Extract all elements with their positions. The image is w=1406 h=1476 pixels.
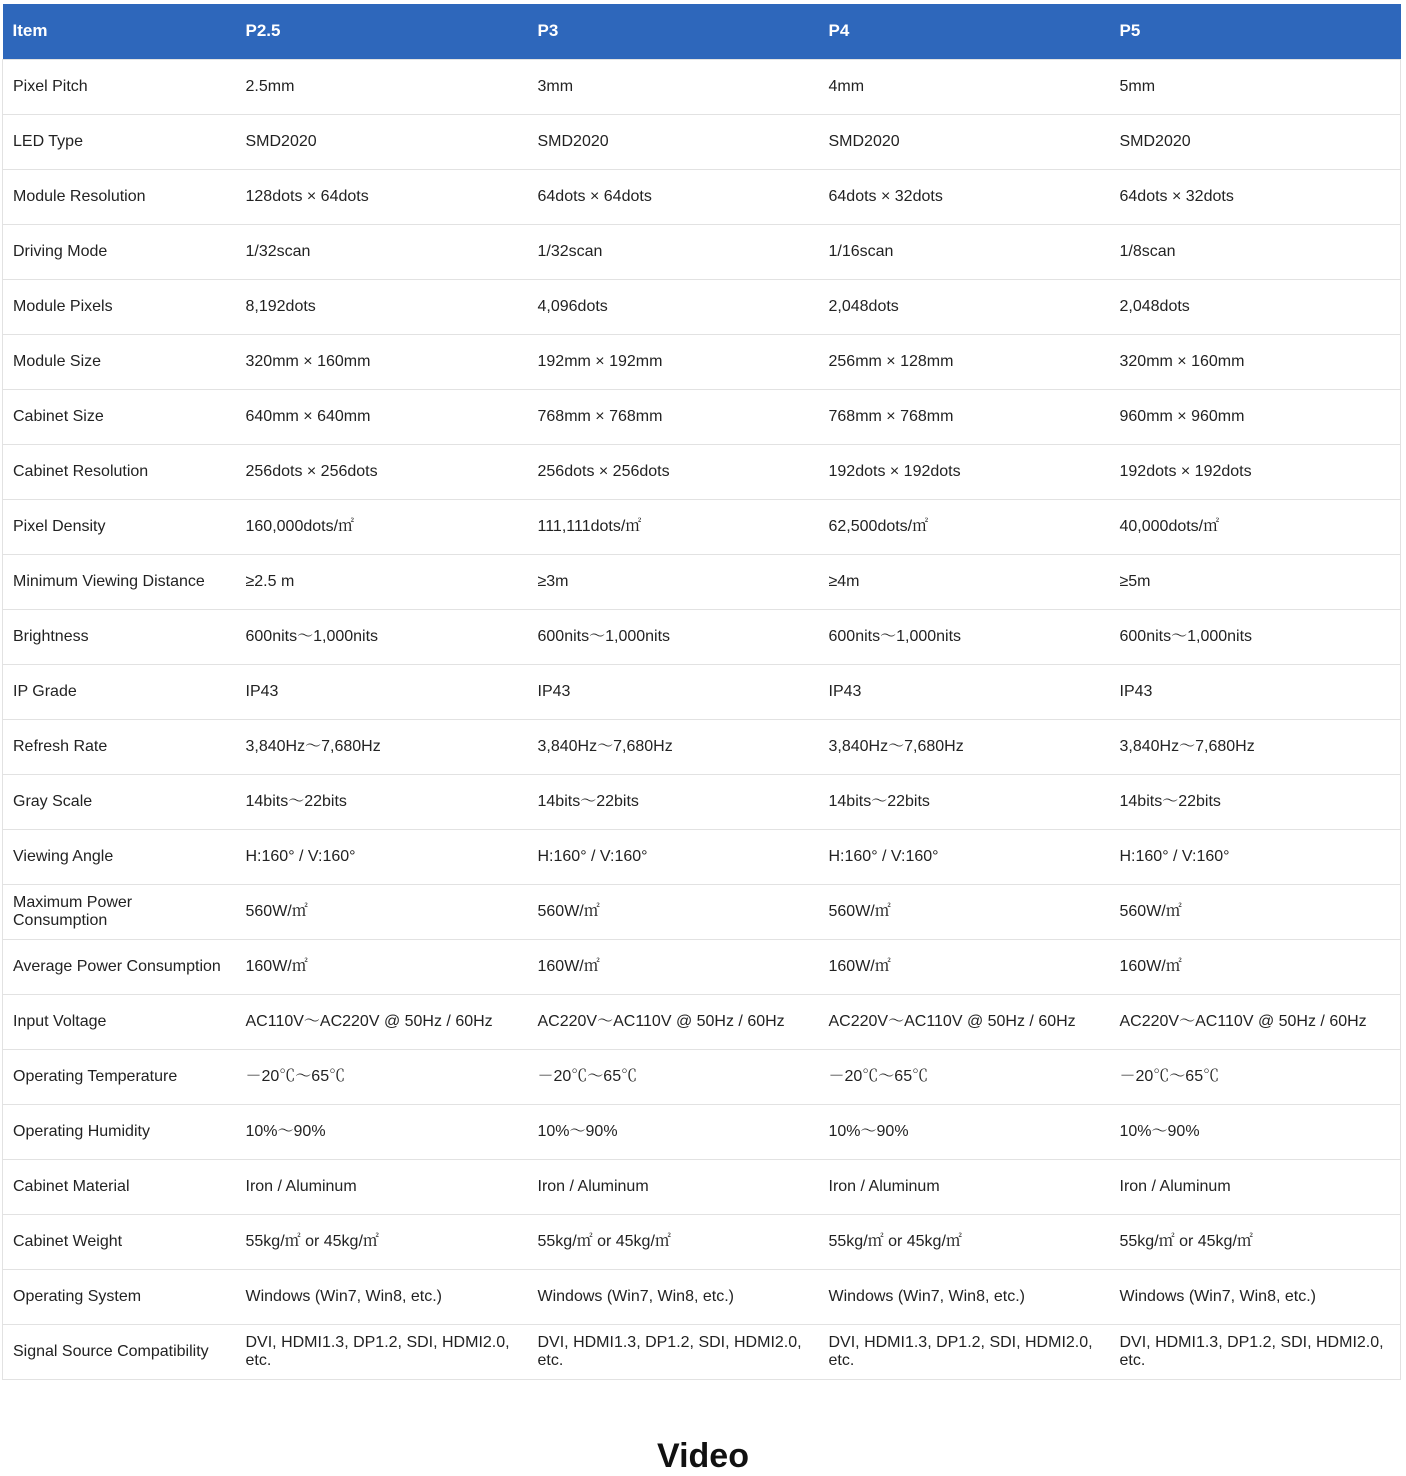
spec-value: 2,048dots — [1110, 279, 1401, 334]
row-label: IP Grade — [3, 664, 236, 719]
spec-value: H:160° / V:160° — [819, 829, 1110, 884]
row-label: Minimum Viewing Distance — [3, 554, 236, 609]
table-row — [3, 1324, 1401, 1379]
row-label: Cabinet Weight — [3, 1214, 236, 1269]
spec-value: AC220V～AC110V @ 50Hz / 60Hz — [819, 994, 1110, 1049]
spec-value: 64dots × 32dots — [819, 169, 1110, 224]
spec-value: 320mm × 160mm — [1110, 334, 1401, 389]
table-row — [3, 719, 1401, 774]
spec-value: 560W/㎡ — [1110, 884, 1401, 939]
spec-value: 5mm — [1110, 59, 1401, 114]
spec-value: H:160° / V:160° — [528, 829, 819, 884]
table-row — [3, 1049, 1401, 1104]
table-row — [3, 664, 1401, 719]
column-header-model: P2.5 — [245, 21, 281, 41]
table-row — [3, 114, 1401, 169]
spec-value: 14bits～22bits — [528, 774, 819, 829]
spec-value: SMD2020 — [528, 114, 819, 169]
spec-value: ≥2.5 m — [236, 554, 528, 609]
spec-value: AC220V～AC110V @ 50Hz / 60Hz — [528, 994, 819, 1049]
row-label: Pixel Pitch — [3, 59, 236, 114]
spec-value: 600nits～1,000nits — [1110, 609, 1401, 664]
spec-value: Windows (Win7, Win8, etc.) — [1110, 1269, 1401, 1324]
spec-value: Windows (Win7, Win8, etc.) — [528, 1269, 819, 1324]
spec-value: 10%～90% — [236, 1104, 528, 1159]
spec-value: 55kg/㎡ or 45kg/㎡ — [1110, 1214, 1401, 1269]
row-label: Cabinet Material — [3, 1159, 236, 1214]
spec-value: SMD2020 — [1110, 114, 1401, 169]
header-row — [3, 4, 1401, 59]
spec-value: 3,840Hz～7,680Hz — [528, 719, 819, 774]
section-heading-video: Video — [657, 1437, 749, 1475]
spec-value: 3,840Hz～7,680Hz — [1110, 719, 1401, 774]
row-label: Brightness — [3, 609, 236, 664]
table-row — [3, 389, 1401, 444]
spec-value: 3,840Hz～7,680Hz — [819, 719, 1110, 774]
spec-value: AC220V～AC110V @ 50Hz / 60Hz — [1110, 994, 1401, 1049]
spec-value: 128dots × 64dots — [236, 169, 528, 224]
spec-value: 640mm × 640mm — [236, 389, 528, 444]
table-row — [3, 554, 1401, 609]
spec-value: 256dots × 256dots — [236, 444, 528, 499]
spec-value: 560W/㎡ — [236, 884, 528, 939]
spec-value: 160W/㎡ — [528, 939, 819, 994]
spec-value: 160,000dots/㎡ — [236, 499, 528, 554]
row-label: Viewing Angle — [3, 829, 236, 884]
table-row — [3, 169, 1401, 224]
spec-value: IP43 — [528, 664, 819, 719]
spec-value: 320mm × 160mm — [236, 334, 528, 389]
spec-value: 64dots × 64dots — [528, 169, 819, 224]
spec-value: 10%～90% — [819, 1104, 1110, 1159]
spec-value: 4,096dots — [528, 279, 819, 334]
spec-value: 1/8scan — [1110, 224, 1401, 279]
spec-value: 600nits～1,000nits — [819, 609, 1110, 664]
spec-value: H:160° / V:160° — [236, 829, 528, 884]
spec-value: Iron / Aluminum — [819, 1159, 1110, 1214]
spec-value: ≥4m — [819, 554, 1110, 609]
spec-value: 10%～90% — [528, 1104, 819, 1159]
spec-value: 256mm × 128mm — [819, 334, 1110, 389]
spec-value: －20℃～65℃ — [528, 1049, 819, 1104]
table-row — [3, 1269, 1401, 1324]
row-label: Module Resolution — [3, 169, 236, 224]
spec-value: 160W/㎡ — [819, 939, 1110, 994]
spec-table — [2, 4, 1401, 1380]
spec-value: ≥5m — [1110, 554, 1401, 609]
row-label: Module Pixels — [3, 279, 236, 334]
row-label: Driving Mode — [3, 224, 236, 279]
table-row — [3, 59, 1401, 114]
spec-value: Iron / Aluminum — [236, 1159, 528, 1214]
row-label: Input Voltage — [3, 994, 236, 1049]
table-row — [3, 829, 1401, 884]
row-label: Operating System — [3, 1269, 236, 1324]
table-row — [3, 334, 1401, 389]
spec-value: IP43 — [819, 664, 1110, 719]
column-header-model: P3 — [537, 21, 559, 41]
table-row — [3, 1159, 1401, 1214]
column-header-item: Item — [12, 21, 48, 41]
table-row — [3, 279, 1401, 334]
table-row — [3, 609, 1401, 664]
spec-value: －20℃～65℃ — [819, 1049, 1110, 1104]
spec-value: 62,500dots/㎡ — [819, 499, 1110, 554]
spec-value: －20℃～65℃ — [1110, 1049, 1401, 1104]
spec-value: 55kg/㎡ or 45kg/㎡ — [528, 1214, 819, 1269]
spec-value: 1/16scan — [819, 224, 1110, 279]
spec-value: 8,192dots — [236, 279, 528, 334]
spec-value: 960mm × 960mm — [1110, 389, 1401, 444]
spec-value: DVI, HDMI1.3, DP1.2, SDI, HDMI2.0, etc. — [1110, 1324, 1401, 1379]
spec-value: 55kg/㎡ or 45kg/㎡ — [819, 1214, 1110, 1269]
table-row — [3, 994, 1401, 1049]
spec-value: Windows (Win7, Win8, etc.) — [236, 1269, 528, 1324]
spec-value: 14bits～22bits — [236, 774, 528, 829]
spec-value: H:160° / V:160° — [1110, 829, 1401, 884]
spec-value: 64dots × 32dots — [1110, 169, 1401, 224]
spec-value: 192dots × 192dots — [1110, 444, 1401, 499]
spec-value: 160W/㎡ — [1110, 939, 1401, 994]
spec-value: 768mm × 768mm — [819, 389, 1110, 444]
spec-value: 111,111dots/㎡ — [528, 499, 819, 554]
table-row — [3, 1214, 1401, 1269]
table-row — [3, 224, 1401, 279]
spec-value: IP43 — [236, 664, 528, 719]
table-row — [3, 444, 1401, 499]
spec-value: 560W/㎡ — [819, 884, 1110, 939]
spec-value: ≥3m — [528, 554, 819, 609]
spec-value: 1/32scan — [528, 224, 819, 279]
spec-value: 600nits～1,000nits — [528, 609, 819, 664]
spec-value: 2,048dots — [819, 279, 1110, 334]
spec-value: DVI, HDMI1.3, DP1.2, SDI, HDMI2.0, etc. — [528, 1324, 819, 1379]
spec-value: 192mm × 192mm — [528, 334, 819, 389]
row-label: Operating Humidity — [3, 1104, 236, 1159]
spec-value: －20℃～65℃ — [236, 1049, 528, 1104]
table-row — [3, 774, 1401, 829]
spec-value: SMD2020 — [819, 114, 1110, 169]
row-label: Cabinet Size — [3, 389, 236, 444]
table-row — [3, 1104, 1401, 1159]
row-label: Gray Scale — [3, 774, 236, 829]
spec-value: 3mm — [528, 59, 819, 114]
spec-value: IP43 — [1110, 664, 1401, 719]
table-row — [3, 884, 1401, 939]
row-label: Refresh Rate — [3, 719, 236, 774]
table-row — [3, 939, 1401, 994]
spec-value: Windows (Win7, Win8, etc.) — [819, 1269, 1110, 1324]
row-label: Average Power Consumption — [3, 939, 236, 994]
spec-value: SMD2020 — [236, 114, 528, 169]
table-row — [3, 499, 1401, 554]
spec-value: DVI, HDMI1.3, DP1.2, SDI, HDMI2.0, etc. — [236, 1324, 528, 1379]
spec-value: DVI, HDMI1.3, DP1.2, SDI, HDMI2.0, etc. — [819, 1324, 1110, 1379]
spec-value: 55kg/㎡ or 45kg/㎡ — [236, 1214, 528, 1269]
spec-value: 192dots × 192dots — [819, 444, 1110, 499]
row-label: Maximum Power Consumption — [3, 884, 236, 939]
spec-value: 600nits～1,000nits — [236, 609, 528, 664]
spec-value: 10%～90% — [1110, 1104, 1401, 1159]
spec-value: 560W/㎡ — [528, 884, 819, 939]
spec-value: 256dots × 256dots — [528, 444, 819, 499]
spec-value: 1/32scan — [236, 224, 528, 279]
spec-value: Iron / Aluminum — [528, 1159, 819, 1214]
row-label: Operating Temperature — [3, 1049, 236, 1104]
row-label: Module Size — [3, 334, 236, 389]
spec-value: 14bits～22bits — [819, 774, 1110, 829]
spec-value: 2.5mm — [236, 59, 528, 114]
spec-table-body — [3, 59, 1401, 1379]
spec-value: 14bits～22bits — [1110, 774, 1401, 829]
spec-value: 4mm — [819, 59, 1110, 114]
spec-value: 3,840Hz～7,680Hz — [236, 719, 528, 774]
spec-value: 160W/㎡ — [236, 939, 528, 994]
row-label: Pixel Density — [3, 499, 236, 554]
column-header-model: P4 — [828, 21, 850, 41]
spec-value: Iron / Aluminum — [1110, 1159, 1401, 1214]
row-label: Signal Source Compatibility — [3, 1324, 236, 1379]
spec-value: AC110V～AC220V @ 50Hz / 60Hz — [236, 994, 528, 1049]
row-label: Cabinet Resolution — [3, 444, 236, 499]
spec-table-header — [3, 4, 1401, 59]
spec-value: 40,000dots/㎡ — [1110, 499, 1401, 554]
row-label: LED Type — [3, 114, 236, 169]
spec-value: 768mm × 768mm — [528, 389, 819, 444]
column-header-model: P5 — [1119, 21, 1141, 41]
